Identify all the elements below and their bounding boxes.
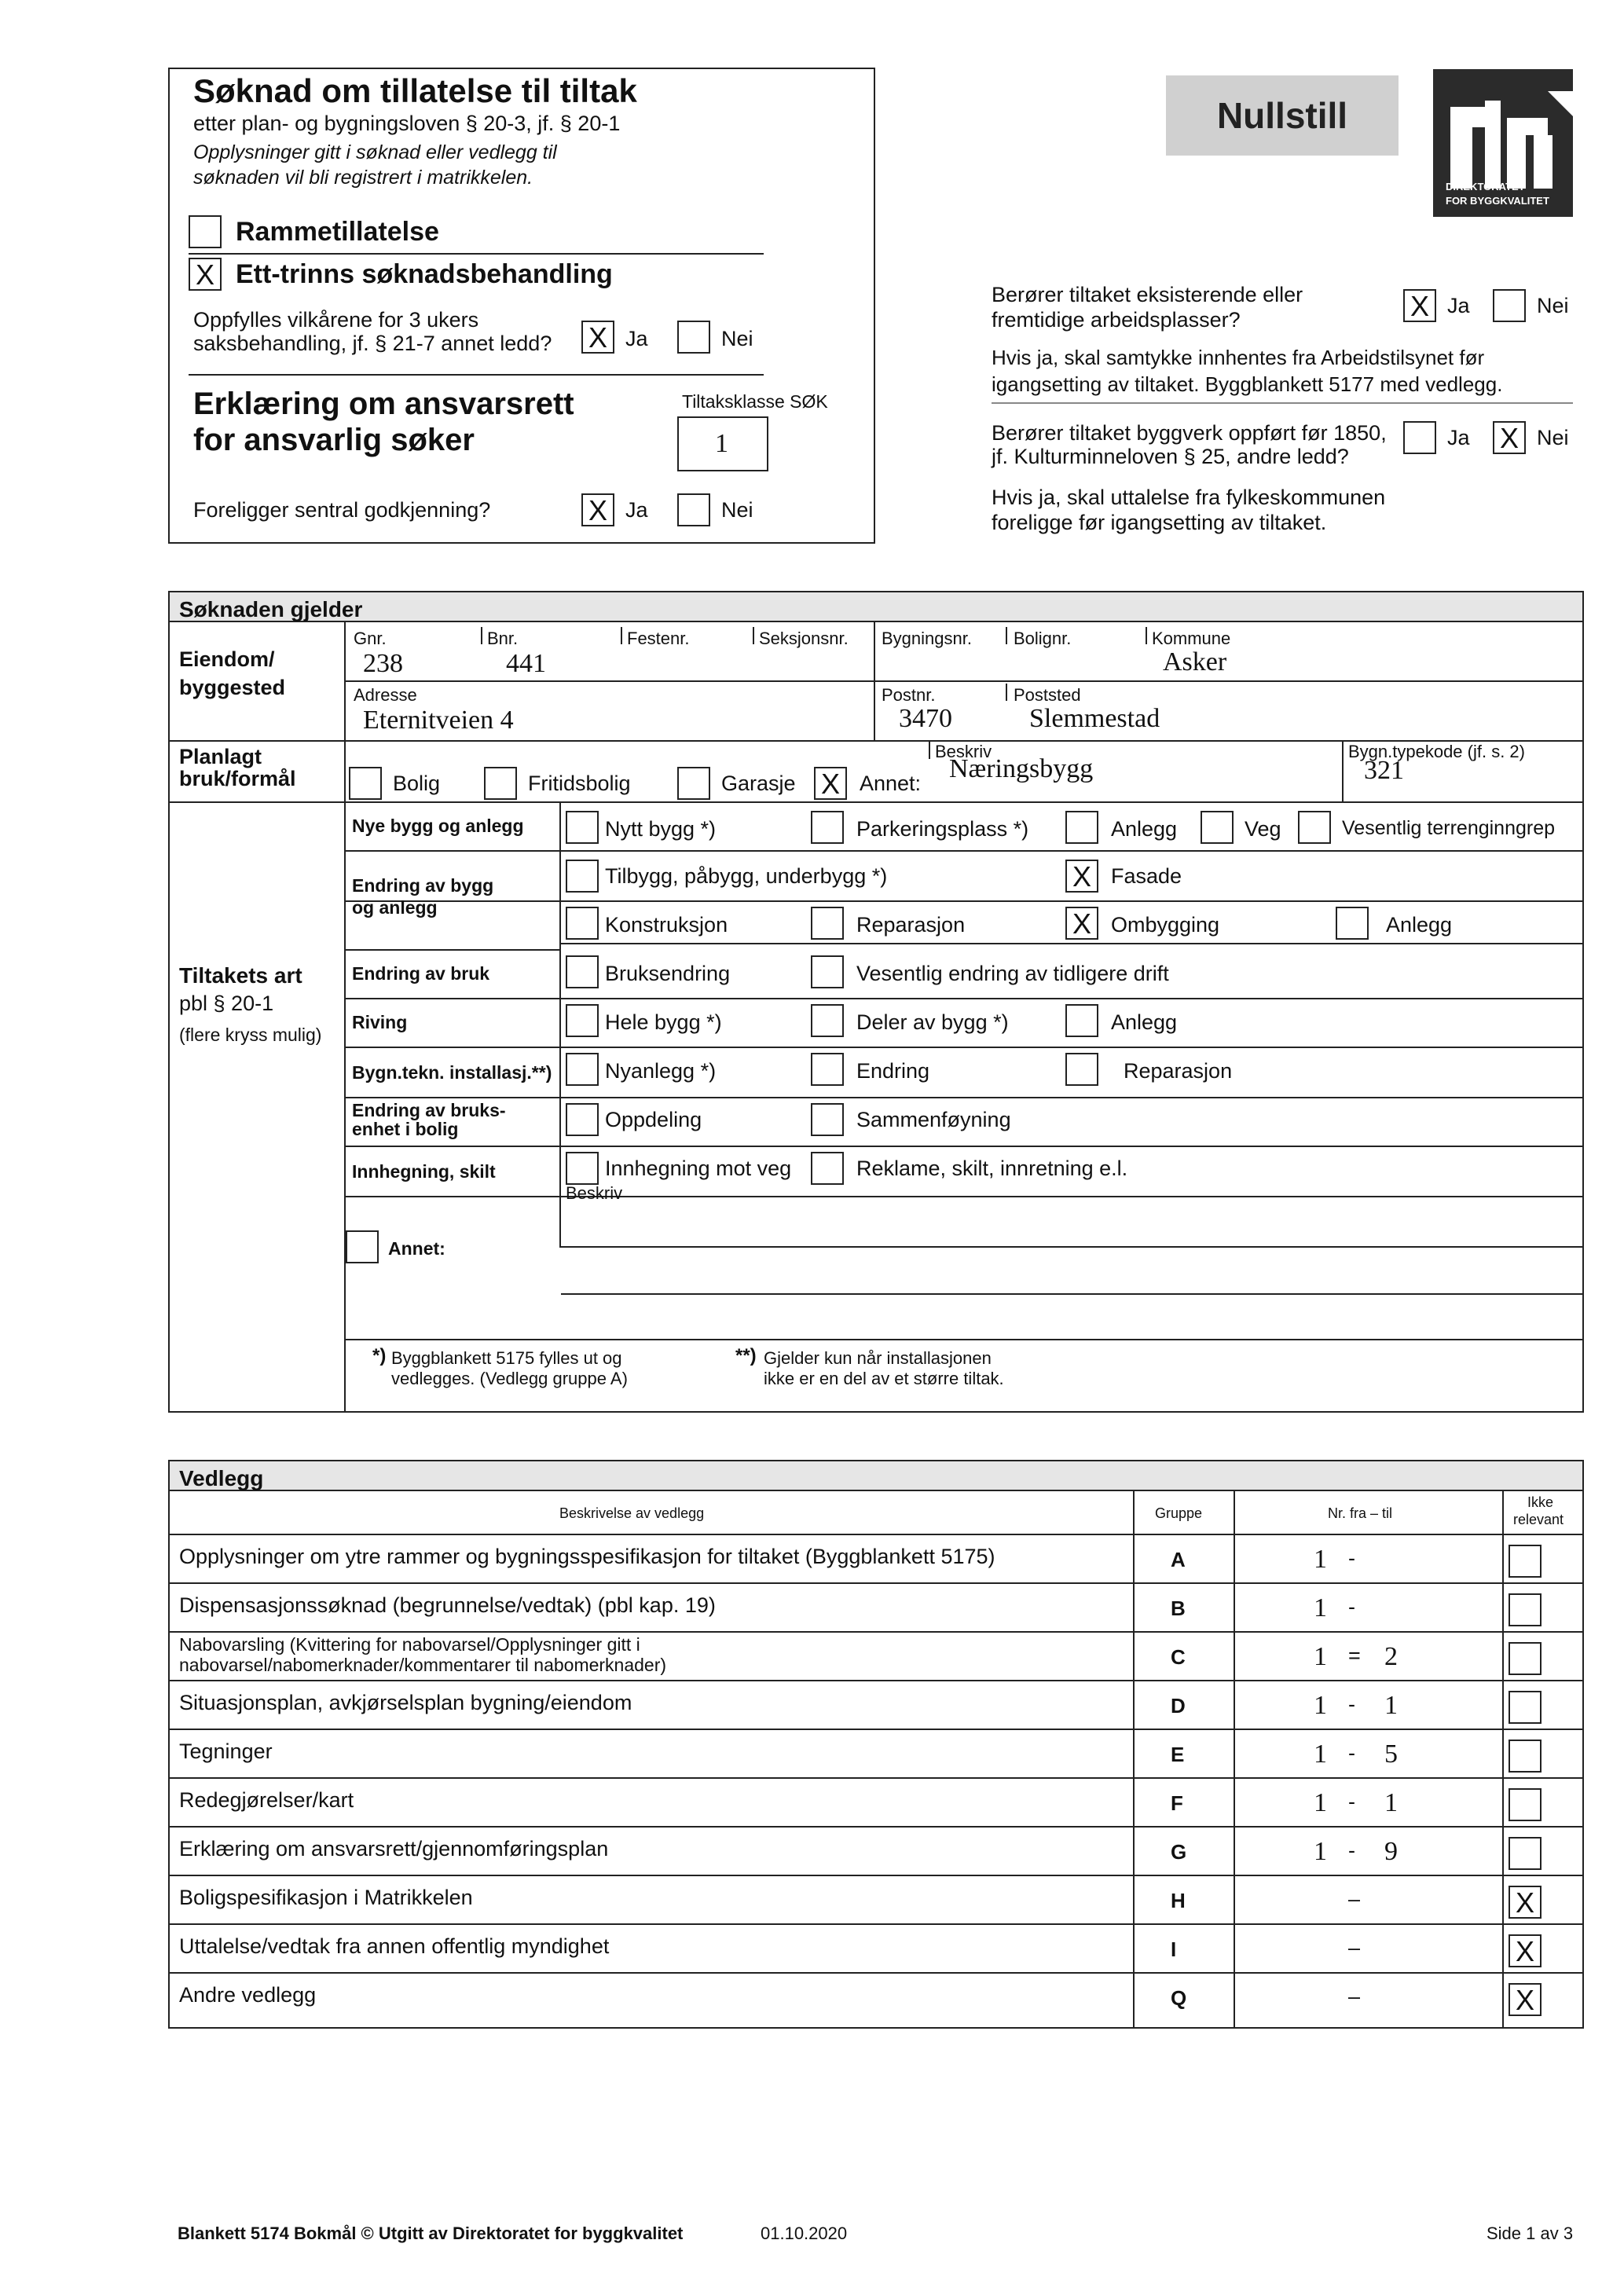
- form-subtitle: etter plan- og bygningsloven § 20-3, jf. § 20-1: [193, 112, 621, 135]
- divider: [346, 1146, 1582, 1147]
- beskriv-annet-field[interactable]: [563, 1248, 1581, 1292]
- col-beskrivelse-header: Beskrivelse av vedlegg: [559, 1505, 705, 1521]
- footnote-2-mark: **): [735, 1345, 757, 1366]
- kulturminne-question-2: jf. Kulturminneloven § 25, andre ledd?: [992, 445, 1349, 468]
- veg-checkbox[interactable]: [1201, 811, 1234, 844]
- divider: [189, 374, 764, 376]
- vedlegg-nr-to[interactable]: 9: [1384, 1837, 1398, 1866]
- endring-installasjon-label: Endring: [856, 1059, 930, 1083]
- ikke-relevant-checkbox[interactable]: [1509, 1545, 1542, 1578]
- vedlegg-header: Vedlegg: [170, 1461, 1582, 1491]
- vedlegg-nr-from[interactable]: 1: [1314, 1593, 1327, 1622]
- rammetillatelse-checkbox[interactable]: [189, 215, 222, 248]
- beskriv-bruk-field[interactable]: Næringsbygg: [949, 754, 1094, 783]
- bygningsnr-label: Bygningsnr.: [882, 629, 972, 648]
- deler-bygg-label: Deler av bygg *): [856, 1010, 1009, 1034]
- vedlegg-nr-from[interactable]: 1: [1314, 1545, 1327, 1574]
- terrenginngrep-checkbox[interactable]: [1298, 811, 1331, 844]
- registration-note-2: søknaden vil bli registrert i matrikkelen.: [193, 167, 533, 189]
- arbeidstilsynet-note-1: Hvis ja, skal samtykke innhentes fra Arbeidstilsynet før: [992, 346, 1485, 369]
- typekode-field[interactable]: 321: [1364, 756, 1404, 785]
- divider: [189, 253, 764, 255]
- divider: [346, 850, 1582, 852]
- vedlegg-description-line-2: nabovarsel/nabomerknader/kommentarer til nabomerknader): [179, 1655, 667, 1675]
- col-gruppe-header: Gruppe: [1155, 1505, 1203, 1521]
- vedlegg-nr-separator: -: [1348, 1595, 1355, 1619]
- vedlegg-nr-separator: -: [1348, 1741, 1355, 1765]
- ikke-relevant-checkbox[interactable]: X: [1509, 1934, 1542, 1967]
- vedlegg-group: G: [1171, 1840, 1187, 1864]
- footer-form-id: Blankett 5174 Bokmål © Utgitt av Direktoratet for byggkvalitet: [178, 2224, 684, 2243]
- divider: [346, 900, 1582, 902]
- bruksenhet-label-1: Endring av bruks-: [352, 1100, 506, 1120]
- col-nr-header: Nr. fra – til: [1328, 1505, 1393, 1521]
- vedlegg-nr-to[interactable]: 5: [1384, 1740, 1398, 1769]
- vedlegg-group: Q: [1171, 1986, 1187, 2010]
- vilkar-ja-checkbox[interactable]: X: [581, 321, 614, 354]
- sentral-ja-checkbox[interactable]: X: [581, 493, 614, 526]
- col-ikke-header-1: Ikke: [1527, 1494, 1554, 1510]
- hele-bygg-checkbox[interactable]: [566, 1004, 599, 1037]
- application-header-box: [168, 68, 875, 544]
- sentral-nei-checkbox[interactable]: [677, 493, 710, 526]
- vedlegg-description: Erklæring om ansvarsrett/gjennomføringsplan: [179, 1837, 609, 1861]
- endring-bygg-label-2: og anlegg: [352, 897, 438, 918]
- col-ikke-header-2: relevant: [1513, 1512, 1564, 1527]
- anlegg-riving-checkbox[interactable]: [1065, 1004, 1098, 1037]
- divider: [561, 943, 1582, 944]
- vedlegg-nr-to[interactable]: 1: [1384, 1691, 1398, 1720]
- footnote-1-line-1: Byggblankett 5175 fylles ut og: [391, 1348, 622, 1368]
- annet-tiltak-label: Annet:: [388, 1238, 445, 1259]
- divider: [753, 627, 754, 644]
- vilkar-ja-label: Ja: [625, 327, 648, 350]
- tilbygg-checkbox[interactable]: [566, 860, 599, 893]
- vedlegg-group: H: [1171, 1889, 1186, 1912]
- anlegg-nye-checkbox[interactable]: [1065, 811, 1098, 844]
- parkeringsplass-label: Parkeringsplass *): [856, 817, 1029, 841]
- ikke-relevant-checkbox[interactable]: [1509, 1740, 1542, 1773]
- table-row: [170, 1680, 1582, 1729]
- ikke-relevant-checkbox[interactable]: X: [1509, 1886, 1542, 1919]
- vedlegg-group: F: [1171, 1791, 1183, 1815]
- terrenginngrep-label: Vesentlig terrenginngrep: [1342, 817, 1556, 839]
- kulturminne-question-1: Berører tiltaket byggverk oppført før 1850,: [992, 421, 1387, 445]
- seksjonsnr-label: Seksjonsnr.: [759, 629, 849, 648]
- bruksenhet-label-2: enhet i bolig: [352, 1119, 459, 1139]
- garasje-checkbox[interactable]: [677, 767, 710, 800]
- anlegg-endring-label: Anlegg: [1386, 913, 1453, 937]
- table-row: [170, 1631, 1582, 1680]
- kulturminne-ja-label: Ja: [1447, 426, 1470, 449]
- vedlegg-nr-to[interactable]: 1: [1384, 1788, 1398, 1817]
- bnr-field[interactable]: 441: [506, 649, 546, 678]
- reparasjon-installasjon-label: Reparasjon: [1124, 1059, 1233, 1083]
- vedlegg-description: Redegjørelser/kart: [179, 1788, 354, 1812]
- gnr-field[interactable]: 238: [363, 649, 403, 678]
- reparasjon-installasjon-checkbox[interactable]: [1065, 1053, 1098, 1086]
- nyanlegg-checkbox[interactable]: [566, 1053, 599, 1086]
- dibk-logo: [1433, 69, 1573, 217]
- table-row: [170, 1534, 1582, 1582]
- vesentlig-endring-label: Vesentlig endring av tidligere drift: [856, 962, 1169, 985]
- nytt-bygg-checkbox[interactable]: [566, 811, 599, 844]
- hele-bygg-label: Hele bygg *): [605, 1010, 722, 1034]
- divider: [1342, 742, 1344, 801]
- beskriv-annet-label: Beskriv: [566, 1183, 623, 1203]
- vedlegg-nr-from[interactable]: 1: [1314, 1837, 1327, 1866]
- bruksendring-checkbox[interactable]: [566, 955, 599, 988]
- fasade-label: Fasade: [1111, 864, 1182, 888]
- divider: [346, 1047, 1582, 1048]
- vedlegg-group: B: [1171, 1597, 1186, 1620]
- adresse-field[interactable]: Eternitveien 4: [363, 706, 514, 735]
- arbeidstilsynet-note-2: igangsetting av tiltaket. Byggblankett 5177 med vedlegg.: [992, 372, 1503, 396]
- vedlegg-nr-separator: –: [1348, 1936, 1361, 1960]
- divider: [1006, 684, 1007, 701]
- planlagt-label-2: bruk/formål: [179, 767, 296, 790]
- reset-button[interactable]: Nullstill: [1166, 75, 1399, 156]
- gnr-label: Gnr.: [354, 629, 387, 648]
- vedlegg-description: Situasjonsplan, avkjørselsplan bygning/eiendom: [179, 1691, 632, 1714]
- nye-bygg-label: Nye bygg og anlegg: [352, 816, 524, 836]
- bnr-label: Bnr.: [487, 629, 519, 648]
- divider: [346, 998, 1582, 999]
- vedlegg-nr-separator: =: [1348, 1644, 1361, 1667]
- reklame-checkbox[interactable]: [811, 1152, 844, 1185]
- vedlegg-group: A: [1171, 1548, 1186, 1571]
- planlagt-label-1: Planlagt: [179, 745, 262, 768]
- reparasjon-bygg-checkbox[interactable]: [811, 907, 844, 940]
- tiltaksklasse-value: 1: [715, 429, 728, 458]
- endring-bruk-label: Endring av bruk: [352, 963, 490, 984]
- logo-text-2: FOR BYGGKVALITET: [1446, 195, 1549, 207]
- sentral-nei-label: Nei: [721, 498, 753, 522]
- sentral-godkjenning-question: Foreligger sentral godkjenning?: [193, 498, 491, 522]
- table-row: [170, 1923, 1582, 1972]
- anlegg-nye-label: Anlegg: [1111, 817, 1178, 841]
- bolignr-label: Bolignr.: [1014, 629, 1072, 648]
- vesentlig-endring-checkbox[interactable]: [811, 955, 844, 988]
- innhegning-veg-checkbox[interactable]: [566, 1152, 599, 1185]
- fylkeskommunen-note-2: foreligge før igangsetting av tiltaket.: [992, 511, 1327, 534]
- divider: [346, 1097, 1582, 1098]
- divider: [621, 627, 622, 644]
- typekode-label: Bygn.typekode (jf. s. 2): [1348, 742, 1525, 761]
- kommune-label: Kommune: [1152, 629, 1231, 648]
- tilbygg-label: Tilbygg, påbygg, underbygg *): [605, 864, 888, 888]
- vedlegg-nr-to[interactable]: 2: [1384, 1642, 1398, 1671]
- form-title: Søknad om tillatelse til tiltak: [193, 72, 637, 109]
- vedlegg-group: C: [1171, 1645, 1186, 1669]
- postnr-field[interactable]: 3470: [899, 704, 952, 733]
- ikke-relevant-checkbox[interactable]: [1509, 1642, 1542, 1675]
- anlegg-riving-label: Anlegg: [1111, 1010, 1178, 1034]
- vedlegg-group: E: [1171, 1743, 1185, 1766]
- bruksendring-label: Bruksendring: [605, 962, 731, 985]
- fylkeskommunen-note-1: Hvis ja, skal uttalelse fra fylkeskommunen: [992, 486, 1386, 509]
- annet-bruk-label: Annet:: [860, 772, 922, 795]
- vedlegg-nr-from[interactable]: 1: [1314, 1788, 1327, 1817]
- footnote-1-line-2: vedlegges. (Vedlegg gruppe A): [391, 1369, 628, 1388]
- poststed-label: Poststed: [1014, 685, 1081, 705]
- kulturminne-ja-checkbox[interactable]: [1403, 421, 1436, 454]
- kulturminne-nei-checkbox[interactable]: X: [1493, 421, 1526, 454]
- vedlegg-description: Dispensasjonssøknad (begrunnelse/vedtak) (pbl kap. 19): [179, 1593, 716, 1617]
- vedlegg-description: Tegninger: [179, 1740, 273, 1763]
- vedlegg-description: Uttalelse/vedtak fra annen offentlig myndighet: [179, 1934, 610, 1958]
- table-row: [170, 1777, 1582, 1826]
- fritidsbolig-label: Fritidsbolig: [528, 772, 631, 795]
- divider: [992, 402, 1573, 404]
- arbeidsplasser-nei-checkbox[interactable]: [1493, 289, 1526, 322]
- parkeringsplass-checkbox[interactable]: [811, 811, 844, 844]
- tiltakets-art-label: Tiltakets art: [179, 963, 302, 988]
- festenr-label: Festenr.: [627, 629, 690, 648]
- divider: [346, 1196, 1582, 1197]
- arbeidsplasser-ja-checkbox[interactable]: X: [1403, 289, 1436, 322]
- divider: [346, 1339, 1582, 1340]
- ikke-relevant-checkbox[interactable]: [1509, 1788, 1542, 1821]
- veg-label: Veg: [1245, 817, 1281, 841]
- table-row: [170, 1826, 1582, 1875]
- flere-kryss-label: (flere kryss mulig): [179, 1025, 322, 1045]
- arbeidsplasser-question-1: Berører tiltaket eksisterende eller: [992, 283, 1303, 306]
- sammenfoyning-label: Sammenføyning: [856, 1108, 1011, 1131]
- divider: [561, 1293, 1582, 1295]
- rammetillatelse-label: Rammetillatelse: [236, 217, 439, 247]
- vilkar-nei-label: Nei: [721, 327, 753, 350]
- footnote-2-line-2: ikke er en del av et større tiltak.: [764, 1369, 1004, 1388]
- footer-page-number: Side 1 av 3: [1487, 2224, 1574, 2243]
- ikke-relevant-checkbox[interactable]: [1509, 1593, 1542, 1626]
- table-row: [170, 1582, 1582, 1631]
- reparasjon-bygg-label: Reparasjon: [856, 913, 966, 937]
- ombygging-checkbox[interactable]: X: [1065, 907, 1098, 940]
- vedlegg-description: Andre vedlegg: [179, 1983, 317, 2007]
- pbl-label: pbl § 20-1: [179, 992, 274, 1015]
- annet-bruk-checkbox[interactable]: X: [814, 767, 847, 800]
- vedlegg-nr-from[interactable]: 1: [1314, 1691, 1327, 1720]
- vedlegg-description: Boligspesifikasjon i Matrikkelen: [179, 1886, 473, 1909]
- divider: [346, 949, 561, 951]
- ombygging-label: Ombygging: [1111, 913, 1220, 937]
- divider: [346, 680, 1582, 682]
- adresse-label: Adresse: [354, 685, 417, 705]
- vedlegg-nr-separator: -: [1348, 1790, 1355, 1813]
- arbeidsplasser-question-2: fremtidige arbeidsplasser?: [992, 308, 1241, 332]
- riving-label: Riving: [352, 1012, 408, 1032]
- kulturminne-nei-label: Nei: [1537, 426, 1569, 449]
- soknaden-gjelder-header: Søknaden gjelder: [170, 592, 1582, 622]
- fasade-checkbox[interactable]: X: [1065, 860, 1098, 893]
- logo-text-1: DIREKTORATET: [1446, 181, 1525, 192]
- oppdeling-label: Oppdeling: [605, 1108, 702, 1131]
- table-row: [170, 1729, 1582, 1777]
- endring-installasjon-checkbox[interactable]: [811, 1053, 844, 1086]
- sentral-ja-label: Ja: [625, 498, 648, 522]
- ikke-relevant-checkbox[interactable]: [1509, 1691, 1542, 1724]
- vedlegg-nr-separator: -: [1348, 1546, 1355, 1570]
- konstruksjon-checkbox[interactable]: [566, 907, 599, 940]
- ikke-relevant-checkbox[interactable]: [1509, 1837, 1542, 1870]
- ett-trinns-label: Ett-trinns søknadsbehandling: [236, 259, 613, 289]
- footnote-1-mark: *): [372, 1345, 387, 1366]
- deler-bygg-checkbox[interactable]: [811, 1004, 844, 1037]
- bolig-label: Bolig: [393, 772, 441, 795]
- ett-trinns-checkbox[interactable]: X: [189, 258, 222, 291]
- divider: [1146, 627, 1147, 644]
- beskriv-bruk-label: Beskriv: [935, 742, 992, 761]
- oppdeling-checkbox[interactable]: [566, 1103, 599, 1136]
- postnr-label: Postnr.: [882, 685, 936, 705]
- divider: [481, 627, 482, 644]
- innhegning-label: Innhegning, skilt: [352, 1161, 496, 1182]
- erklaering-title-2: for ansvarlig søker: [193, 423, 475, 457]
- vilkar-nei-checkbox[interactable]: [677, 321, 710, 354]
- endring-bygg-label-1: Endring av bygg: [352, 875, 494, 896]
- table-row: [170, 1972, 1582, 2021]
- innhegning-veg-label: Innhegning mot veg: [605, 1157, 792, 1180]
- arbeidsplasser-ja-label: Ja: [1447, 294, 1470, 317]
- konstruksjon-label: Konstruksjon: [605, 913, 728, 937]
- vedlegg-nr-separator: -: [1348, 1692, 1355, 1716]
- vedlegg-nr-separator: –: [1348, 1985, 1361, 2008]
- ikke-relevant-checkbox[interactable]: X: [1509, 1983, 1542, 2016]
- vedlegg-nr-from[interactable]: 1: [1314, 1740, 1327, 1769]
- registration-note-1: Opplysninger gitt i søknad eller vedlegg til: [193, 141, 557, 163]
- sammenfoyning-checkbox[interactable]: [811, 1103, 844, 1136]
- footnote-2-line-1: Gjelder kun når installasjonen: [764, 1348, 992, 1368]
- installasjon-label: Bygn.tekn. installasj.**): [352, 1062, 552, 1083]
- vilkar-question-1: Oppfylles vilkårene for 3 ukers: [193, 308, 479, 332]
- tiltaksklasse-label: Tiltaksklasse SØK: [682, 391, 828, 412]
- nyanlegg-label: Nyanlegg *): [605, 1059, 717, 1083]
- vedlegg-nr-separator: -: [1348, 1839, 1355, 1862]
- table-row: [170, 1875, 1582, 1923]
- vedlegg-description: Nabovarsling (Kvittering for nabovarsel/Opplysninger gitt i: [179, 1634, 640, 1655]
- reklame-label: Reklame, skilt, innretning e.l.: [856, 1157, 1128, 1180]
- erklaering-title-1: Erklæring om ansvarsrett: [193, 387, 574, 421]
- footer-date: 01.10.2020: [761, 2224, 848, 2243]
- vilkar-question-2: saksbehandling, jf. § 21-7 annet ledd?: [193, 332, 552, 355]
- divider: [559, 803, 561, 1248]
- bolig-checkbox[interactable]: [349, 767, 382, 800]
- kommune-field[interactable]: Asker: [1163, 647, 1227, 676]
- divider: [1006, 627, 1007, 644]
- nytt-bygg-label: Nytt bygg *): [605, 817, 717, 841]
- eiendom-label-1: Eiendom/: [179, 647, 275, 671]
- divider: [929, 742, 930, 759]
- vedlegg-description: Opplysninger om ytre rammer og bygningsspesifikasjon for tiltaket (Byggblankett 5175): [179, 1545, 995, 1568]
- vedlegg-group: I: [1171, 1938, 1177, 1961]
- eiendom-label-2: byggested: [179, 676, 286, 699]
- arbeidsplasser-nei-label: Nei: [1537, 294, 1569, 317]
- vedlegg-nr-separator: –: [1348, 1887, 1361, 1911]
- poststed-field[interactable]: Slemmestad: [1029, 704, 1160, 733]
- vedlegg-nr-from[interactable]: 1: [1314, 1642, 1327, 1671]
- vedlegg-group: D: [1171, 1694, 1186, 1718]
- annet-tiltak-checkbox[interactable]: [346, 1230, 379, 1263]
- garasje-label: Garasje: [721, 772, 796, 795]
- anlegg-endring-checkbox[interactable]: [1336, 907, 1369, 940]
- divider: [170, 801, 1582, 803]
- fritidsbolig-checkbox[interactable]: [484, 767, 517, 800]
